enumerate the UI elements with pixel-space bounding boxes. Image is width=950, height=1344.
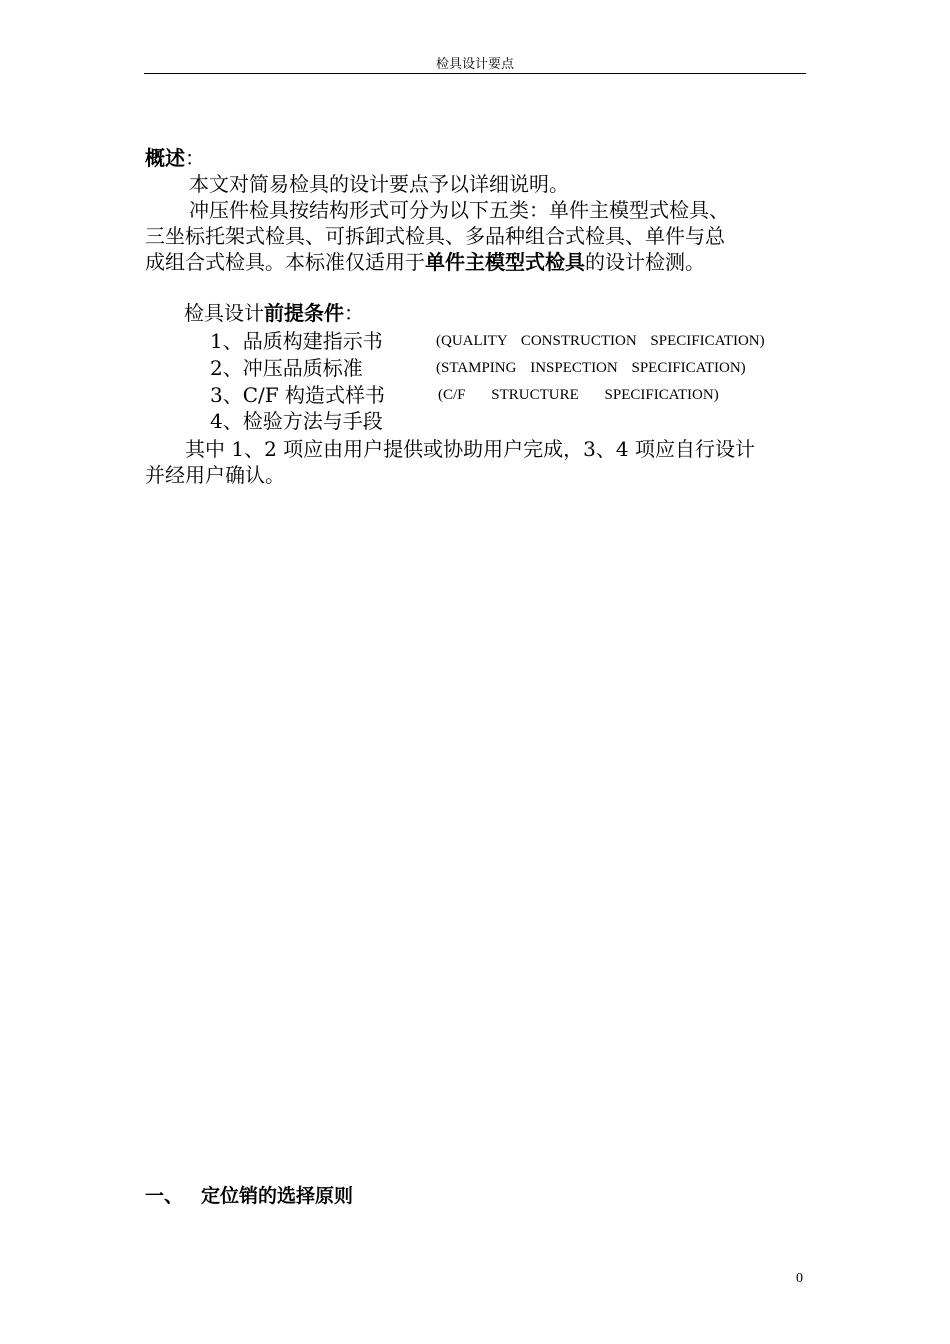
- prerequisites-note-line-2: 并经用户确认。: [145, 463, 285, 487]
- overview-heading-colon: ：: [185, 146, 205, 170]
- overview-heading-text: 概述: [145, 146, 185, 170]
- emphasis-text: 单件主模型式检具: [425, 250, 585, 274]
- section-1-number: 一、: [145, 1185, 184, 1207]
- prerequisite-item-2-english: (STAMPING INSPECTION SPECIFICATION): [436, 360, 746, 376]
- overview-paragraph-2-line-3: [145, 249, 807, 275]
- section-1-heading: [145, 1183, 353, 1209]
- page-header: 检具设计要点: [435, 57, 514, 72]
- prerequisite-item-4: 4、检验方法与手段: [210, 409, 383, 433]
- overview-paragraph-2-line-1: 冲压件检具按结构形式可分为以下五类：单件主模型式检具、: [189, 198, 729, 222]
- prerequisites-note-line-1: 其中 1、2 项应由用户提供或协助用户完成，3、4 项应自行设计: [185, 437, 755, 461]
- prerequisites-title-bold: 前提条件: [264, 301, 344, 325]
- prerequisite-item-1-english: (QUALITY CONSTRUCTION SPECIFICATION): [436, 333, 765, 349]
- overview-paragraph-1: 本文对简易检具的设计要点予以详细说明。: [189, 172, 569, 196]
- prerequisites-title-pre: 检具设计: [184, 301, 264, 325]
- section-1-title: 定位销的选择原则: [201, 1185, 354, 1207]
- prerequisites-title: [184, 300, 846, 326]
- overview-paragraph-2-line-2: 三坐标托架式检具、可拆卸式检具、多品种组合式检具、单件与总: [145, 224, 725, 248]
- prerequisite-item-3-english: (C/F STRUCTURE SPECIFICATION): [438, 387, 719, 403]
- header-rule: [144, 73, 806, 74]
- prerequisite-item-2: 2、冲压品质标准: [210, 356, 363, 380]
- paragraph-text: 的设计检测。: [585, 250, 705, 274]
- overview-heading: [145, 145, 807, 171]
- prerequisites-title-colon: ：: [344, 301, 364, 325]
- paragraph-text: 成组合式检具。本标准仅适用于: [145, 250, 425, 274]
- prerequisite-item-3: 3、C/F 构造式样书: [210, 383, 385, 407]
- page-number: 0: [796, 1271, 803, 1286]
- prerequisite-item-1: 1、品质构建指示书: [210, 329, 383, 353]
